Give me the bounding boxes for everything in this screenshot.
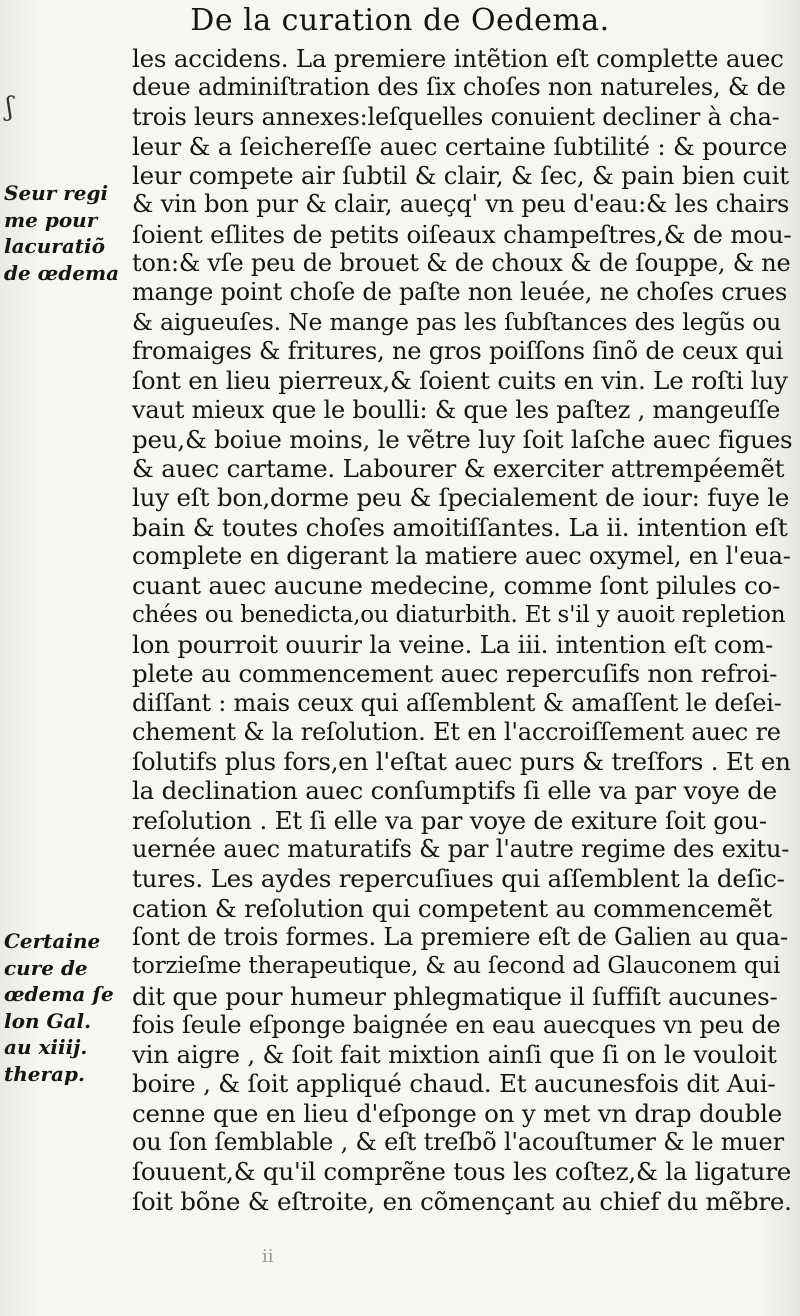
text-line: leur compete air ſubtil & clair, & ſec, & pain bien cuit	[132, 161, 789, 191]
text-line: diſſant : mais ceux qui aſſemblent & amaſſent le deſei-	[132, 688, 782, 717]
text-line: ſolutifs plus fors,en l'eſtat auec purs & treſfors . Et en	[132, 747, 791, 777]
side-note-line: Certaine	[4, 929, 101, 953]
text-line: chement & la reſolution. Et en l'accroiſſement auec re	[132, 717, 781, 746]
text-line: ſoient eſlites de petits oiſeaux champeſtres,& de mou-	[132, 219, 792, 249]
text-line: lon pourroit ouurir la veine. La iii. intention eſt com-	[132, 629, 774, 659]
text-line: trois leurs annexes:leſquelles conuient decliner à cha-	[132, 102, 780, 131]
text-line: ſoit bõne & eſtroite, en cõmençant au chief du mẽbre.	[132, 1186, 792, 1216]
text-line: cuant auec aucune medecine, comme ſont pilules co-	[132, 571, 781, 601]
text-line: tures. Les aydes repercuſiues qui aſſemblent la deſic-	[132, 864, 785, 894]
text-line: fois ſeule eſponge baignée en eau auecques vn peu de	[132, 1010, 781, 1039]
text-line: ſont en lieu pierreux,& ſoient cuits en vin. Le roſti luy	[132, 366, 788, 396]
text-line: ton:& vſe peu de brouet & de choux & de ſouppe, & ne	[132, 249, 791, 278]
text-line: ou ſon ſemblable , & eſt treſbõ l'acouſtumer & le muer	[132, 1127, 784, 1156]
text-line: & vin bon pur & clair, aueçq' vn peu d'eau:& les chairs	[132, 190, 790, 219]
page-number: ii	[262, 1246, 274, 1267]
text-line: mange point choſe de paſte non leuée, ne choſes crues	[132, 278, 788, 307]
text-line: chées ou benedicta,ou diaturbith. Et s'il y auoit repletion	[132, 601, 786, 628]
side-note-regime	[4, 180, 126, 286]
text-line: bain & toutes choſes amoitiſſantes. La ii. intention eſt	[132, 512, 788, 542]
side-note-line: de œdema	[4, 260, 120, 285]
text-line: cenne que en lieu d'eſponge on y met vn drap double	[132, 1098, 783, 1128]
side-note-line: œdema ſe	[4, 982, 114, 1006]
text-line: ſouuent,& qu'il comprẽne tous les coſtez,& la ligature	[132, 1157, 792, 1187]
text-line: luy eſt bon,dorme peu & ſpecialement de iour: fuye le	[132, 483, 790, 513]
text-line: vin aigre , & ſoit fait mixtion ainſi que ſi on le vouloit	[132, 1040, 777, 1070]
side-note-galen	[4, 928, 126, 1087]
text-line: uernée auec maturatifs & par l'autre regime des exitu-	[132, 835, 790, 864]
text-line: cation & reſolution qui competent au commencemẽt	[132, 893, 772, 923]
text-line: complete en digerant la matiere auec oxymel, en l'eua-	[132, 542, 791, 571]
running-head: De la curation de Oedema.	[190, 3, 610, 38]
side-note-line: lacuratiõ	[4, 234, 105, 258]
text-line: plete au commencement auec repercuſifs non refroi-	[132, 659, 778, 689]
text-line: ſont de trois formes. La premiere eſt de Galien au qua-	[132, 922, 788, 951]
side-note-line: me pour	[4, 207, 98, 232]
side-note-line: cure de	[4, 955, 88, 980]
side-note-line: au xiiij.	[4, 1035, 88, 1059]
text-line: les accidens. La premiere intẽtion eſt complette auec	[132, 44, 784, 73]
text-line: deue adminiſtration des ſix choſes non natureles, & de	[132, 73, 786, 102]
text-line: & aigueuſes. Ne mange pas les ſubſtances des legũs ou	[132, 307, 782, 336]
text-line: fromaiges & fritures, ne gros poiſſons ſinõ de ceux qui	[132, 336, 784, 365]
text-line: dit que pour humeur phlegmatique il ſuffiſt aucunes-	[132, 981, 778, 1011]
text-line: torzieſme therapeutique, & au ſecond ad Glauconem qui	[132, 953, 781, 980]
text-line: peu,& boiue moins, le vẽtre luy ſoit laſche auec figues	[132, 424, 793, 454]
text-line: la declination auec conſumptifs ſi elle va par voye de	[132, 776, 777, 806]
text-line: boire , & ſoit appliqué chaud. Et aucunesfois dit Aui-	[132, 1069, 776, 1099]
text-line: leur & a ſeichereſſe auec certaine ſubtilité : & pource	[132, 131, 788, 161]
body-text	[132, 44, 792, 1216]
margin-mark: ʃ	[6, 92, 14, 122]
text-line: & auec cartame. Labourer & exerciter attrempéemẽt	[132, 454, 785, 484]
text-line: reſolution . Et ſi elle va par voye de exiture ſoit gou-	[132, 805, 767, 835]
text-line: vaut mieux que le boulli: & que les paſtez , mangeuſſe	[132, 395, 781, 424]
side-note-line: therap.	[4, 1061, 85, 1086]
side-note-line: lon Gal.	[4, 1008, 92, 1033]
side-note-line: Seur regi	[4, 181, 109, 205]
